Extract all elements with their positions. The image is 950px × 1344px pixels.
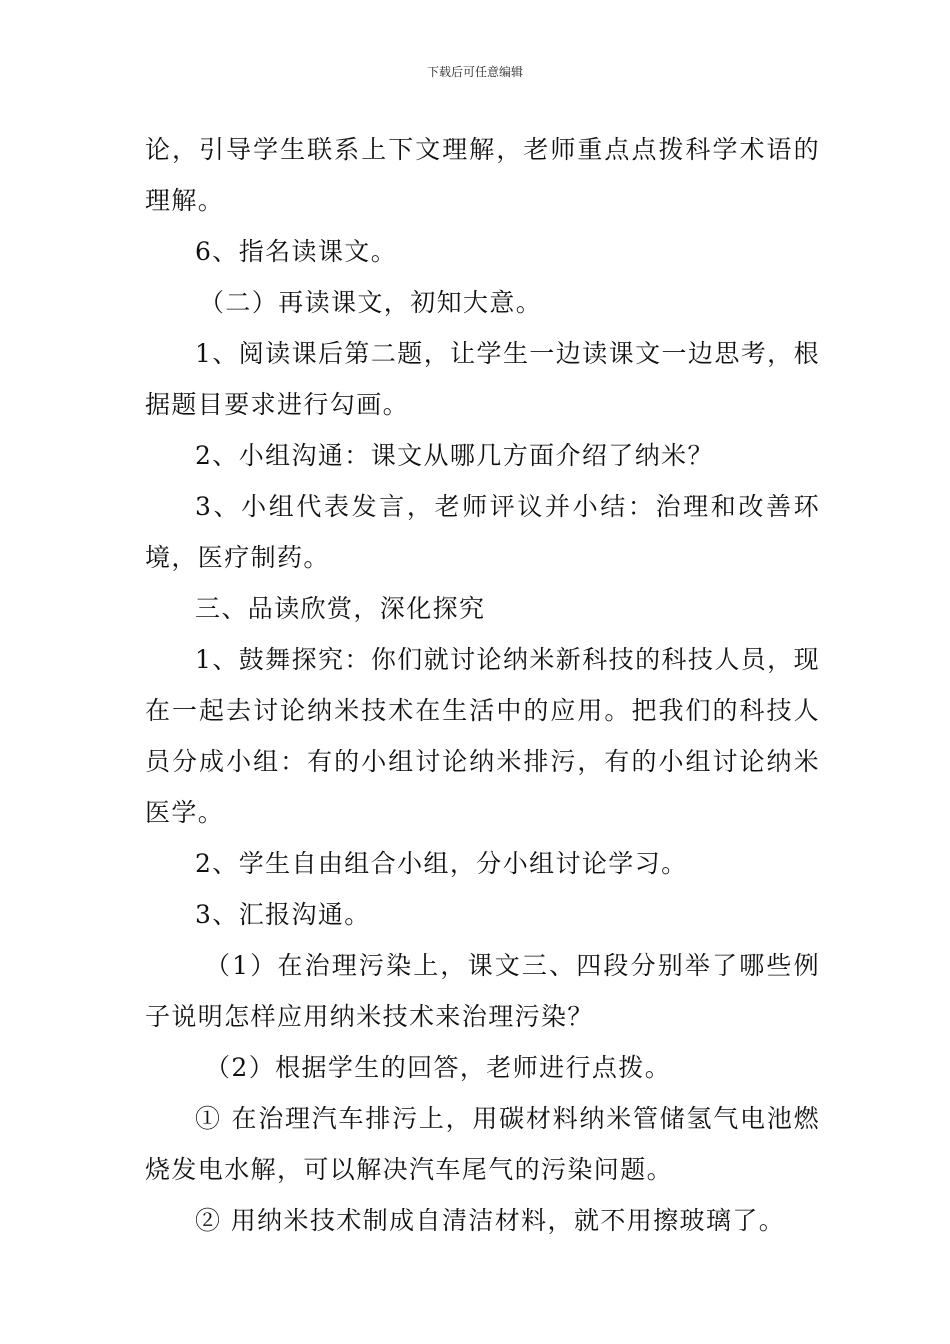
document-body (145, 124, 820, 1246)
paragraph-part-3-heading: 三、品读欣赏，深化探究 (195, 594, 486, 623)
paragraph-step-6: 6、指名读课文。 (195, 237, 398, 266)
paragraph-continuation: 论，引导学生联系上下文理解，老师重点点拨科学术语的理解。 (145, 135, 820, 215)
paragraph-item-2: 2、小组沟通：课文从哪几方面介绍了纳米？ (195, 441, 714, 470)
paragraph-explore-1: 1、鼓舞探究：你们就讨论纳米新科技的科技人员，现在一起去讨论纳米技术在生活中的应用。把我们的科技人员分成小组：有的小组讨论纳米排污，有的小组讨论纳米医学。 (145, 645, 820, 827)
paragraph-explore-3: 3、汇报沟通。 (195, 900, 371, 929)
page-header: 下载后可任意编辑 (426, 65, 523, 79)
paragraph-explore-2: 2、学生自由组合小组，分小组讨论学习。 (195, 849, 688, 878)
paragraph-section-2-heading: （二）再读课文，初知大意。 (199, 288, 543, 317)
paragraph-point-2: ② 用纳米技术制成自清洁材料，就不用擦玻璃了。 (195, 1206, 786, 1235)
paragraph-sub-1: （1）在治理污染上，课文三、四段分别举了哪些例子说明怎样应用纳米技术来治理污染？ (145, 951, 820, 1031)
paragraph-item-1: 1、阅读课后第二题，让学生一边读课文一边思考，根据题目要求进行勾画。 (145, 339, 820, 419)
paragraph-point-1: ① 在治理汽车排污上，用碳材料纳米管储氢气电池燃烧发电水解，可以解决汽车尾气的污染问题。 (145, 1104, 820, 1184)
paragraph-item-3: 3、小组代表发言，老师评议并小结：治理和改善环境，医疗制药。 (145, 492, 820, 572)
paragraph-sub-2: （2）根据学生的回答，老师进行点拨。 (205, 1053, 672, 1082)
